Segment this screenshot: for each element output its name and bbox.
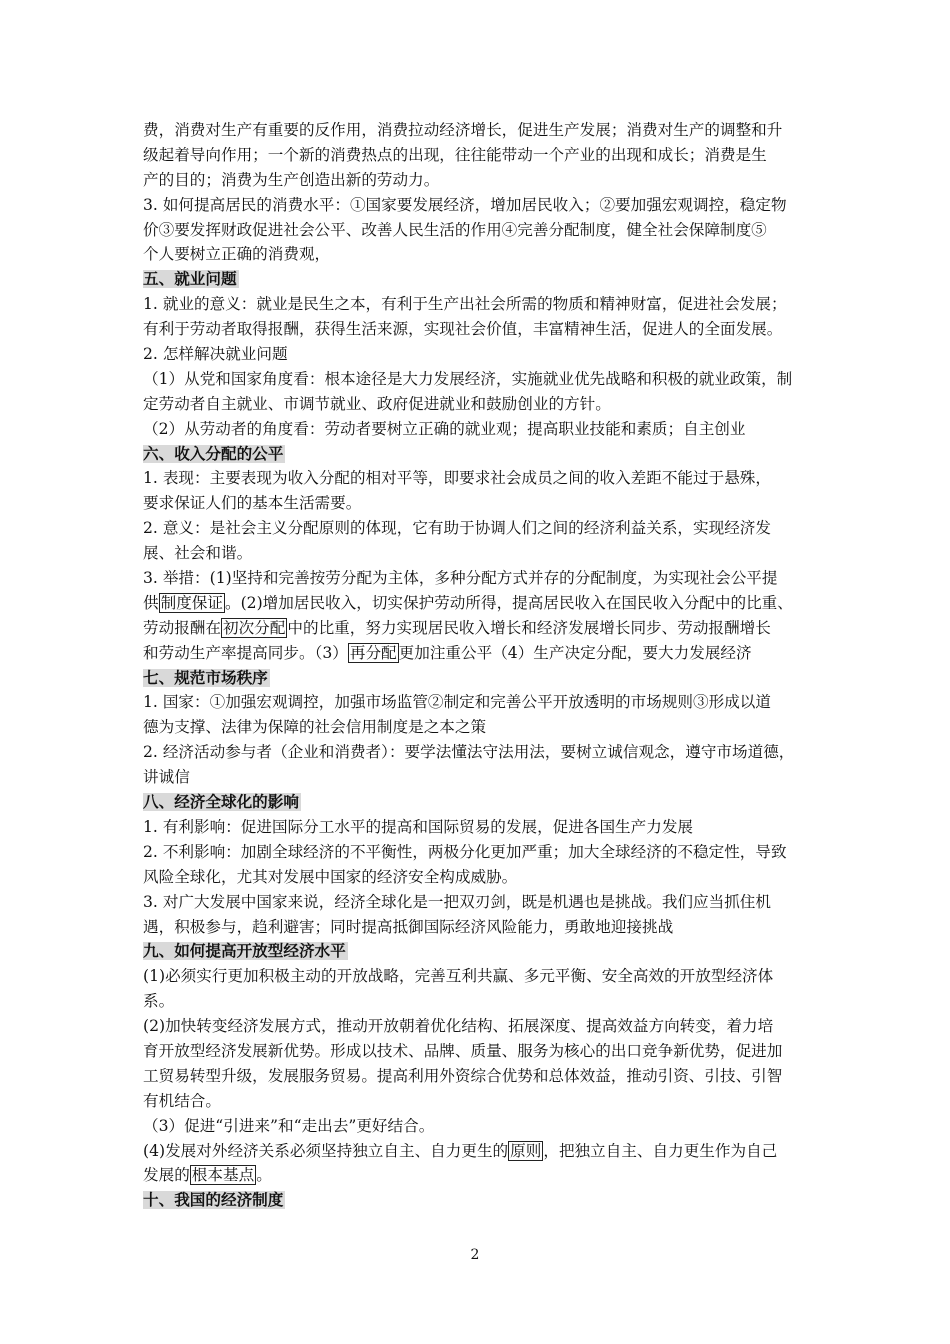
text-line: 2. 怎样解决就业问题 [143, 345, 288, 364]
section-heading [143, 267, 813, 292]
text-line: 讲诚信 [143, 768, 190, 787]
text-line: 展、社会和谐。 [143, 544, 253, 563]
text-line: (1)必须实行更加积极主动的开放战略，完善互利共赢、多元平衡、安全高效的开放型经济体 [143, 967, 774, 986]
text-segment: 。 [256, 1166, 272, 1185]
text-line: 有利于劳动者取得报酬，获得生活来源，实现社会价值，丰富精神生活，促进人的全面发展。 [143, 320, 783, 339]
boxed-term: 原则 [510, 1141, 542, 1160]
text-line: 1. 表现：主要表现为收入分配的相对平等，即要求社会成员之间的收入差距不能过于悬殊， [143, 469, 771, 488]
text-line: 2. 意义：是社会主义分配原则的体现，它有助于协调人们之间的经济利益关系，实现经济发 [143, 519, 771, 538]
section-heading-text: 十、我国的经济制度 [143, 1191, 284, 1210]
text-line: 2. 不利影响：加剧全球经济的不平衡性，两极分化更加严重；加大全球经济的不稳定性，导致 [143, 842, 787, 861]
text-segment: (4)发展对外经济关系必须坚持独立自主、自力更生的 [143, 1141, 509, 1160]
text-line: 遇，积极参与，趋利避害；同时提高抵御国际经济风险能力，勇敢地迎接挑战 [143, 917, 674, 936]
text-line: 有机结合。 [143, 1091, 221, 1110]
section-heading [143, 442, 813, 467]
section-heading-text: 六、收入分配的公平 [143, 444, 284, 463]
boxed-term: 根本基点 [191, 1166, 255, 1185]
section-heading-text: 八、经济全球化的影响 [143, 793, 299, 812]
section-heading [143, 790, 813, 815]
text-line: 系。 [143, 992, 175, 1011]
section-heading [143, 1188, 813, 1213]
text-line: 级起着导向作用；一个新的消费热点的出现，往往能带动一个产业的出现和成长；消费是生 [143, 145, 767, 164]
text-segment: 。(2)增加居民收入，切实保护劳动所得，提高居民收入在国民收入分配中的比重、 [225, 593, 793, 612]
text-segment: 发展的 [143, 1166, 190, 1185]
text-line: （2）从劳动者的角度看：劳动者要树立正确的就业观；提高职业技能和素质；自主创业 [143, 419, 746, 438]
page-number: 2 [470, 1247, 480, 1263]
boxed-term: 制度保证 [160, 593, 223, 612]
text-segment: 和劳动生产率提高同步。（3） [143, 643, 348, 662]
text-line [143, 591, 813, 616]
text-line: 费，消费对生产有重要的反作用，消费拉动经济增长，促进生产发展；消费对生产的调整和升 [143, 121, 783, 139]
section-heading-text: 七、规范市场秩序 [143, 668, 268, 687]
text-line: （3）促进“引进来”和“走出去”更好结合。 [143, 1116, 435, 1135]
text-line: 个人要树立正确的消费观， [143, 245, 331, 264]
text-segment: 中的比重，努力实现居民收入增长和经济发展增长同步、劳动报酬增长 [287, 618, 771, 637]
text-line: 价③要发挥财政促进社会公平、改善人民生活的作用④完善分配制度，健全社会保障制度⑤ [143, 220, 767, 239]
text-line: 3. 对广大发展中国家来说，经济全球化是一把双刃剑，既是机遇也是挑战。我们应当抓住机 [143, 892, 771, 911]
text-line [143, 641, 813, 666]
text-line: 德为支撑、法律为保障的社会信用制度是之本之策 [143, 718, 487, 737]
text-line: 工贸易转型升级，发展服务贸易。提高利用外资综合优势和总体效益，推动引资、引技、引智 [143, 1066, 783, 1085]
text-line: 2. 经济活动参与者（企业和消费者）：要学法懂法守法用法，要树立诚信观念，遵守市场道德， [143, 743, 795, 762]
text-line: 风险全球化，尤其对发展中国家的经济安全构成威胁。 [143, 867, 518, 886]
section-heading [143, 939, 813, 964]
text-segment: 更加注重公平（4）生产决定分配，要大力发展经济 [398, 643, 752, 662]
text-line: 1. 有利影响：促进国际分工水平的提高和国际贸易的发展，促进各国生产力发展 [143, 817, 694, 836]
text-line: （1）从党和国家角度看：根本途径是大力发展经济，实施就业优先战略和积极的就业政策，制 [143, 369, 793, 388]
text-segment: 供 [143, 593, 159, 612]
text-line: 1. 国家：①加强宏观调控，加强市场监管②制定和完善公平开放透明的市场规则③形成以道 [143, 693, 771, 712]
text-line: 3. 举措：(1)坚持和完善按劳分配为主体，多种分配方式并存的分配制度，为实现社会公平提 [143, 569, 778, 588]
section-heading-text: 五、就业问题 [143, 270, 237, 289]
text-segment: ，把独立自主、自力更生作为自己 [543, 1141, 778, 1160]
text-line: 3. 如何提高居民的消费水平：①国家要发展经济，增加居民收入；②要加强宏观调控，稳定物 [143, 195, 787, 214]
text-line: 定劳动者自主就业、市调节就业、政府促进就业和鼓励创业的方针。 [143, 394, 611, 413]
text-segment: 劳动报酬在 [143, 618, 221, 637]
text-line: 育开放型经济发展新优势。形成以技术、品牌、质量、服务为核心的出口竞争新优势，促进加 [143, 1041, 783, 1060]
text-line [143, 1163, 813, 1188]
section-heading-text: 九、如何提高开放型经济水平 [143, 942, 346, 961]
section-heading [143, 666, 813, 691]
text-line: 要求保证人们的基本生活需要。 [143, 494, 362, 513]
text-line: 产的目的；消费为生产创造出新的劳动力。 [143, 170, 440, 189]
document-page [143, 118, 813, 1213]
boxed-term: 再分配 [349, 643, 397, 662]
boxed-term: 初次分配 [222, 618, 286, 637]
text-line [143, 616, 813, 641]
text-line [143, 1139, 813, 1164]
text-line: (2)加快转变经济发展方式，推动开放朝着优化结构、拓展深度、提高效益方向转变，着力培 [143, 1017, 774, 1036]
text-line: 1. 就业的意义：就业是民生之本，有利于生产出社会所需的物质和精神财富，促进社会发展； [143, 295, 787, 314]
